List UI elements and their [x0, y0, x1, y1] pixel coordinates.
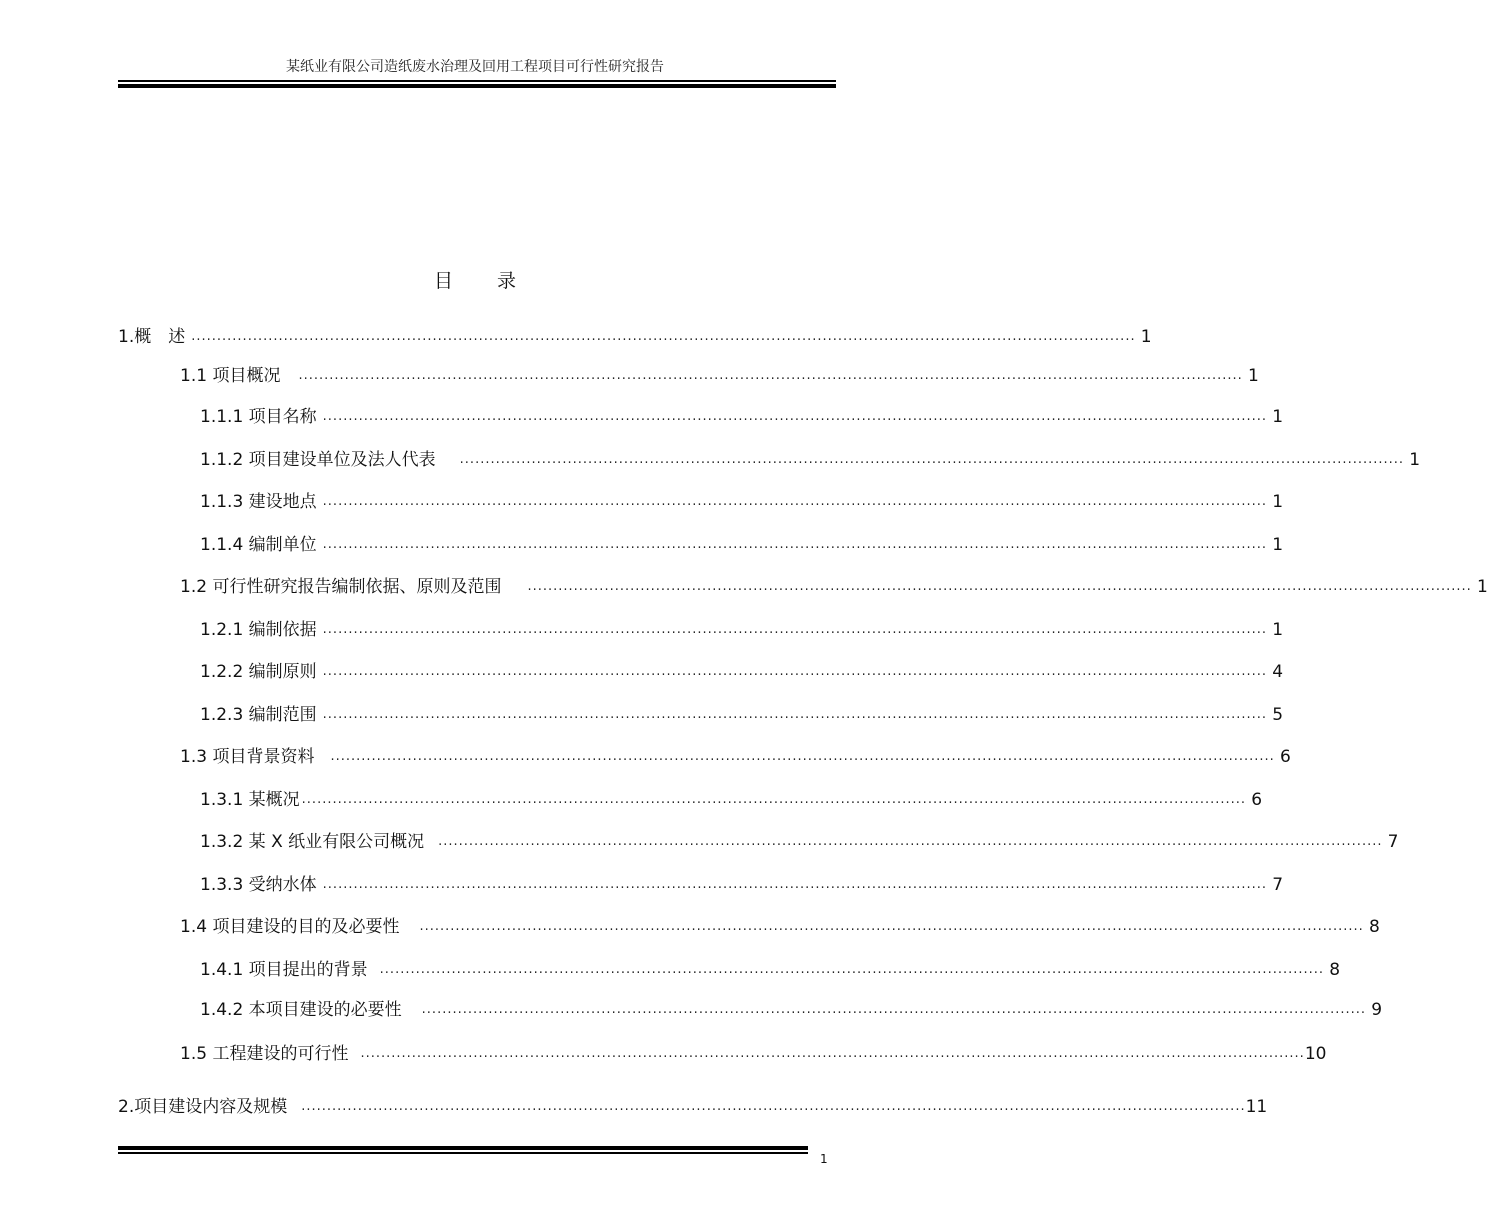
toc-entry[interactable] [200, 871, 1284, 895]
toc-entry[interactable] [200, 616, 1284, 640]
toc-entry-page: 1 [1272, 535, 1284, 555]
toc-entry-page: 1 [1272, 620, 1284, 640]
toc-entry-label: 1.4 项目建设的目的及必要性 [180, 917, 400, 937]
toc-entry-page: 8 [1329, 960, 1341, 980]
toc-entry[interactable] [180, 362, 1259, 386]
toc-entry-label: 1.3.2 某 X 纸业有限公司概况 [200, 832, 425, 852]
toc-leader: ........................................................................................................................................................................................ [301, 1099, 1246, 1114]
toc-entry-page: 7 [1272, 875, 1284, 895]
toc-leader: ........................................................................................................................................................................................ [330, 749, 1275, 764]
toc-entry-label: 1.概 述 [118, 327, 186, 347]
toc-leader: ........................................................................................................................................................................................ [322, 537, 1268, 552]
toc-leader: ........................................................................................................................................................................................ [322, 877, 1268, 892]
toc-entry[interactable] [200, 996, 1383, 1020]
toc-leader: ........................................................................................................................................................................................ [322, 494, 1268, 509]
toc-entry-label: 1.3 项目背景资料 [180, 747, 315, 767]
toc-entry-page: 9 [1371, 1000, 1383, 1020]
toc-entry-page: 6 [1251, 790, 1263, 810]
toc-entry-label: 1.3.1 某概况 [200, 790, 300, 810]
toc-leader: ........................................................................................................................................................................................ [298, 368, 1243, 383]
toc-entry[interactable] [180, 913, 1380, 937]
toc-entry[interactable] [200, 701, 1284, 725]
toc-entry-page: 1 [1247, 366, 1259, 386]
toc-leader: ........................................................................................................................................................................................ [322, 664, 1268, 679]
toc-entry-page: 1 [1272, 407, 1284, 427]
toc-entry-page: 4 [1272, 662, 1284, 682]
footer-rule-thick [118, 1146, 808, 1150]
toc-heading-left: 目 [433, 270, 453, 292]
header-title: 某纸业有限公司造纸废水治理及回用工程项目可行性研究报告 [286, 59, 664, 75]
toc-entry-page: 1 [1409, 450, 1421, 470]
toc-leader: ........................................................................................................................................................................................ [191, 329, 1136, 344]
toc-entry-label: 2.项目建设内容及规模 [118, 1097, 288, 1117]
toc-entry[interactable] [200, 403, 1284, 427]
toc-entry-label: 1.2.3 编制范围 [200, 705, 317, 725]
toc-entry[interactable] [200, 956, 1341, 980]
toc-entry-page: 6 [1279, 747, 1291, 767]
toc-leader: ........................................................................................................................................................................................ [438, 834, 1383, 849]
toc-entry-label: 1.2 可行性研究报告编制依据、原则及范围 [180, 577, 502, 597]
toc-entry-label: 1.5 工程建设的可行性 [180, 1044, 349, 1064]
toc-entry-label: 1.4.1 项目提出的背景 [200, 960, 368, 980]
header-rule [118, 80, 836, 82]
toc-leader: ........................................................................................................................................................................................ [360, 1046, 1305, 1061]
toc-entry[interactable] [118, 323, 1152, 347]
toc-entry-label: 1.2.1 编制依据 [200, 620, 317, 640]
toc-leader: ........................................................................................................................................................................................ [322, 707, 1268, 722]
toc-leader: ........................................................................................................................................................................................ [301, 792, 1247, 807]
toc-entry[interactable] [200, 446, 1421, 470]
toc-leader: ........................................................................................................................................................................................ [322, 622, 1268, 637]
toc-heading [0, 266, 950, 293]
toc-entry-label: 1.1.2 项目建设单位及法人代表 [200, 450, 436, 470]
toc-entry-label: 1.4.2 本项目建设的必要性 [200, 1000, 402, 1020]
toc-leader: ........................................................................................................................................................................................ [322, 409, 1268, 424]
toc-entry-page: 1 [1272, 492, 1284, 512]
page-number: 1 [820, 1152, 828, 1166]
toc-heading-right: 录 [497, 270, 517, 292]
toc-entry[interactable] [180, 743, 1291, 767]
toc-entry-label: 1.3.3 受纳水体 [200, 875, 317, 895]
header-rule-thick [118, 84, 836, 88]
toc-entry[interactable] [118, 1093, 1268, 1117]
toc-leader: ........................................................................................................................................................................................ [527, 579, 1472, 594]
toc-entry[interactable] [180, 573, 1488, 597]
toc-entry-label: 1.1 项目概况 [180, 366, 281, 386]
toc-leader: ........................................................................................................................................................................................ [421, 1002, 1367, 1017]
toc-entry[interactable] [200, 488, 1284, 512]
toc-entry[interactable] [200, 786, 1263, 810]
toc-entry-page: 1 [1476, 577, 1488, 597]
toc-entry-page: 10 [1304, 1044, 1327, 1064]
toc-leader: ........................................................................................................................................................................................ [459, 452, 1405, 467]
toc-entry[interactable] [200, 828, 1399, 852]
toc-entry-page: 8 [1368, 917, 1380, 937]
toc-entry[interactable] [200, 531, 1284, 555]
toc-entry[interactable] [180, 1040, 1327, 1064]
toc-entry-label: 1.1.1 项目名称 [200, 407, 317, 427]
toc-entry-page: 1 [1140, 327, 1152, 347]
toc-entry-page: 5 [1272, 705, 1284, 725]
toc-entry[interactable] [200, 658, 1284, 682]
toc-entry-label: 1.2.2 编制原则 [200, 662, 317, 682]
toc-entry-label: 1.1.3 建设地点 [200, 492, 317, 512]
toc-leader: ........................................................................................................................................................................................ [419, 919, 1364, 934]
toc-entry-page: 11 [1245, 1097, 1268, 1117]
toc-leader: ........................................................................................................................................................................................ [379, 962, 1325, 977]
toc-entry-label: 1.1.4 编制单位 [200, 535, 317, 555]
footer-rule [118, 1152, 808, 1154]
toc-entry-page: 7 [1387, 832, 1399, 852]
